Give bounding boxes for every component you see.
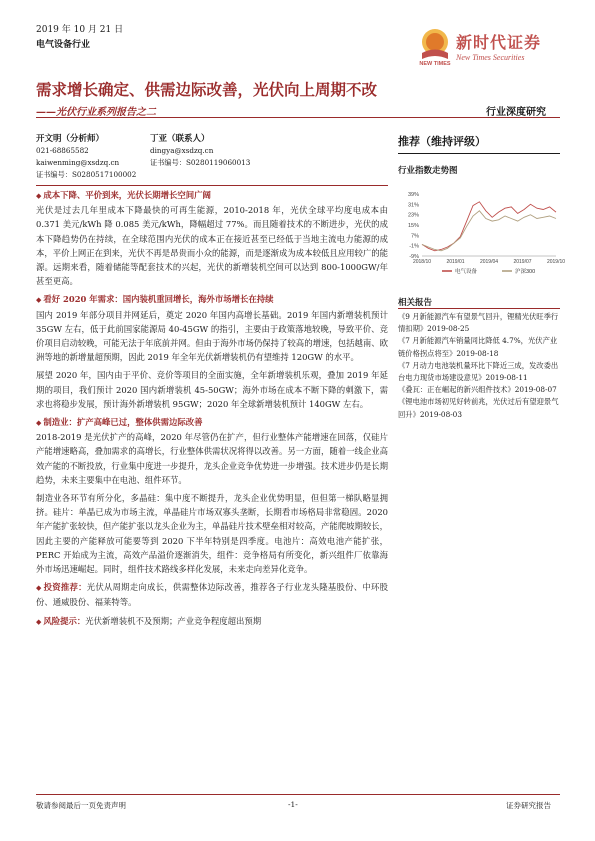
series-line: [422, 202, 556, 251]
x-tick-label: 2018/10: [412, 259, 432, 265]
related-report-link[interactable]: 《 7 月动力电池装机量环比下降近三成，发改委出台电力现货市场建设意见》2019-08-11: [398, 360, 560, 384]
disclaimer-note: 敬请参阅最后一页免责声明: [36, 801, 126, 810]
report-label: 证券研究报告: [506, 801, 551, 810]
industry-name: 电气设备行业: [36, 40, 91, 50]
contact-email: dingya@xsdzq.cn: [150, 146, 214, 155]
y-tick-label: 15%: [407, 223, 419, 229]
y-tick-label: -1%: [409, 243, 419, 250]
analyst-email: kaiwenming@xsdzq.cn: [36, 158, 120, 167]
related-reports-title: 相关报告: [398, 298, 433, 308]
related-reports-list: [398, 311, 560, 421]
report-type: 行业深度研究: [486, 107, 546, 118]
section-heading: ◆ 成本下降、平价到来，光伏长期增长空间广阔: [36, 188, 388, 203]
legend-label: 电气设备: [455, 269, 478, 275]
index-trend-chart: [398, 180, 566, 280]
x-tick-label: 2019/07: [513, 259, 532, 265]
paragraph: 光伏新增装机不及预期；产业竞争程度超出预期: [85, 615, 262, 626]
related-report-link[interactable]: 《 锂电池市场初见好转前兆，光伏过后有望迎景气回升》2019-08-03: [398, 396, 560, 420]
contact-name: 丁亚（联系人）: [150, 134, 210, 144]
series-line: [422, 211, 556, 251]
y-tick-label: -9%: [409, 254, 419, 260]
paragraph: 光伏是过去几年里成本下降最快的可再生能源，2010-2018 年，光伏全球平均度电成本由 0.371 美元/kWh 降 0.085 美元/kWh，降幅超过 77%。而且随着技术的不断进步，光伏的成本下降趋势仍在持续，在全球范围内光伏的成本正在接近甚至已经低于当地主流电力能源的成本，平价上网正在到来，光伏不再是昂贵而小众的能源，而是逐渐成为成本较低且应用较广的能源。远期来看，随着储能等配套技术的兴起，光伏的新增装机空间可以达到 800-1000GW/年甚至更高。: [36, 205, 388, 287]
logo-subtext: New Times Securities: [456, 53, 525, 62]
legend-label: 沪深300: [515, 269, 536, 275]
related-report-link[interactable]: 《 7 月新能源汽车销量同比降低 4.7%，光伏产业链价格拐点将至》2019-08-18: [398, 335, 560, 359]
related-report-link[interactable]: 《 9 月新能源汽车有望景气回升，锂精光伏旺季行情扣期》2019-08-25: [398, 311, 560, 335]
paragraph: 国内 2019 年部分项目并网延后，奠定 2020 年国内高增长基础。2019 年国内新增装机预计 35GW 左右，低于此前国家能源局 40-45GW 的指引，主要由于政策落地较晚，导致平价、竞价项目启动较晚，可能无法于年底前并网。但由于海外市场仍保持了较高的增速，包括越南、欧洲等地的新增量超预期，因此 2019 年全年光伏新增装机仍有望维持 120GW 的水平。: [36, 309, 388, 363]
analyst-divider: [36, 185, 388, 186]
y-tick-label: 23%: [407, 212, 419, 219]
contact-card: [150, 133, 250, 169]
contact-cert: 证书编号：S0280119060013: [150, 158, 251, 167]
analyst-name: 开文明（分析师）: [36, 134, 105, 144]
y-tick-label: 7%: [411, 233, 419, 240]
paragraph: 制造业各环节有所分化，多晶硅：集中度不断提升，龙头企业优势明显，但但第一梯队略显拥挤。硅片：单晶已成为市场主流，单晶硅片市场双寡头垄断，长期看市场格局非常稳固。2020 年产能扩张较快，但产能扩张以龙头企业为主，单晶硅片技术壁垒相对较高，产能爬坡期较长，因此主要的产能释放可能要等到 2020 下半年特别是四季度。电池片：高效电池产能扩张，PERC 开始成为主流，高效产品溢价逐渐消失，组件：竞争格局有所变化，新兴组件厂依靠海外市场迅速崛起。同时，组件技术路线多样化发展，未来走向差异化竞争。: [36, 493, 388, 575]
svg-text:NEW TIMES: NEW TIMES: [419, 61, 451, 67]
company-logo: [418, 26, 558, 72]
section-heading: ◆ 风险提示：: [36, 616, 85, 626]
section-heading: ◆ 制造业：扩产高峰已过，整体供需边际改善: [36, 415, 388, 430]
paragraph: 2018-2019 是光伏扩产的高峰，2020 年尽管仍在扩产，但行业整体产能增速在回落，仅硅片产能增速略高，叠加需求的高增长，行业整体供需状况将得以改善。另一方面，随着一线企业高效产能的不断投放，行业集中度进一步提升，龙头企业竞争优势进一步增强。技术进步仍是长期趋势，未来主要集中在电池、组件环节。: [36, 432, 388, 485]
header-divider: [36, 117, 560, 118]
report-body: [36, 188, 388, 629]
section-heading: ◆ 看好 2020 年需求：国内装机重回增长，海外市场增长在持续: [36, 292, 388, 307]
rating-divider: [398, 153, 560, 154]
y-tick-label: 31%: [407, 202, 419, 209]
footer-divider: [36, 794, 560, 795]
analyst-phone: 021-68865582: [36, 146, 89, 155]
section-heading: ◆ 投资推荐：: [36, 582, 87, 592]
x-tick-label: 2019/10: [546, 259, 566, 265]
rating-label: 推荐（维持评级）: [398, 135, 486, 148]
x-tick-label: 2019/01: [446, 259, 465, 265]
chart-title: 行业指数走势图: [398, 166, 458, 176]
logo-icon: [418, 26, 452, 66]
analyst-cert: 证书编号：S0280517100002: [36, 170, 137, 179]
related-divider: [398, 308, 560, 309]
paragraph: 光伏从周期走向成长，供需整体边际改善，推荐各子行业龙头隆基股份、中环股份、通威股份、福莱特等。: [36, 582, 388, 608]
y-tick-label: 39%: [407, 192, 419, 198]
related-report-link[interactable]: 《 叠瓦：正在崛起的新兴组件技术》2019-08-07: [398, 384, 560, 396]
x-tick-label: 2019/04: [479, 259, 499, 265]
report-date: 2019 年 10 月 21 日: [36, 25, 124, 35]
page-number: -1-: [288, 800, 298, 809]
report-subtitle: ——光伏行业系列报告之二: [36, 107, 156, 118]
report-title: 需求增长确定、供需边际改善，光伏向上周期不改: [36, 80, 378, 99]
logo-text: 新时代证券: [456, 33, 542, 52]
paragraph: 展望 2020 年，国内由于平价、竞价等项目的全面实施，全年新增装机乐观，叠加 2019 年延期的项目，我们预计 2020 国内新增装机 45-50GW；海外市场在成本不断下降的刺激下，需求也将稳步发展，预计海外新增装机 95GW；2020 年全球新增装机预计 140GW 左右。: [36, 370, 388, 409]
analyst-card: [36, 133, 136, 181]
